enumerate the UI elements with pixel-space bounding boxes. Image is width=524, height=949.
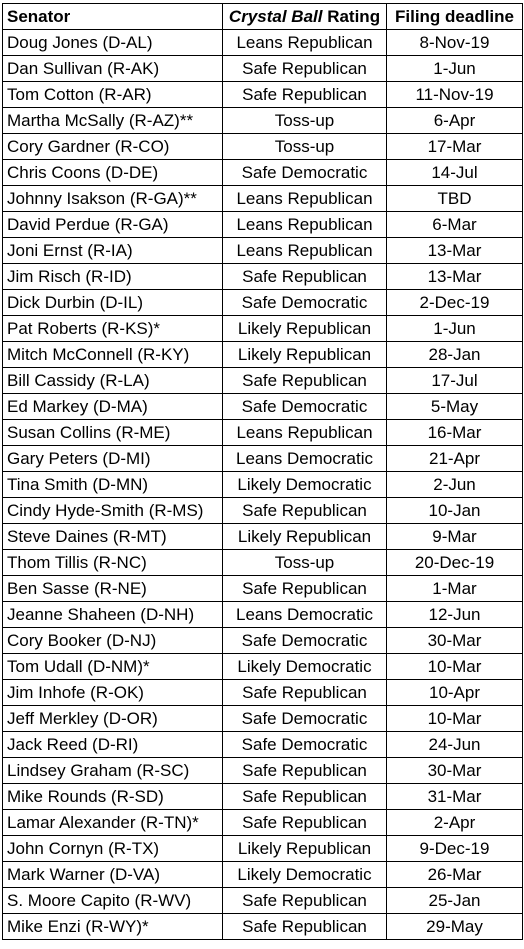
- deadline-cell: 2-Jun: [387, 472, 523, 498]
- senator-cell: Steve Daines (R-MT): [3, 524, 223, 550]
- deadline-cell: 10-Mar: [387, 706, 523, 732]
- deadline-cell: 30-Mar: [387, 758, 523, 784]
- rating-cell: Leans Republican: [223, 30, 387, 56]
- rating-cell: Likely Democratic: [223, 654, 387, 680]
- senator-cell: Lindsey Graham (R-SC): [3, 758, 223, 784]
- deadline-cell: 1-Jun: [387, 56, 523, 82]
- table-row: [3, 134, 523, 160]
- deadline-cell: 2-Dec-19: [387, 290, 523, 316]
- rating-cell: Leans Republican: [223, 186, 387, 212]
- table-row: [3, 394, 523, 420]
- rating-cell: Likely Democratic: [223, 862, 387, 888]
- deadline-cell: 6-Mar: [387, 212, 523, 238]
- rating-cell: Likely Republican: [223, 524, 387, 550]
- table-row: [3, 160, 523, 186]
- rating-cell: Leans Democratic: [223, 602, 387, 628]
- rating-cell: Likely Republican: [223, 342, 387, 368]
- rating-cell: Safe Republican: [223, 680, 387, 706]
- rating-cell: Safe Republican: [223, 56, 387, 82]
- senator-cell: Mike Enzi (R-WY)*: [3, 914, 223, 940]
- table-row: [3, 784, 523, 810]
- deadline-cell: 25-Jan: [387, 888, 523, 914]
- table-row: [3, 238, 523, 264]
- deadline-cell: 5-May: [387, 394, 523, 420]
- rating-cell: Safe Republican: [223, 264, 387, 290]
- rating-header-italic: Crystal Ball: [228, 7, 323, 26]
- senator-cell: Jack Reed (D-RI): [3, 732, 223, 758]
- table-row: [3, 82, 523, 108]
- deadline-cell: 9-Dec-19: [387, 836, 523, 862]
- table-row: [3, 576, 523, 602]
- rating-cell: Safe Democratic: [223, 394, 387, 420]
- senator-cell: Tina Smith (D-MN): [3, 472, 223, 498]
- senator-cell: Lamar Alexander (R-TN)*: [3, 810, 223, 836]
- senator-cell: Dick Durbin (D-IL): [3, 290, 223, 316]
- rating-cell: Safe Republican: [223, 82, 387, 108]
- rating-cell: Safe Republican: [223, 888, 387, 914]
- rating-cell: Safe Republican: [223, 368, 387, 394]
- rating-cell: Safe Republican: [223, 498, 387, 524]
- deadline-cell: 14-Jul: [387, 160, 523, 186]
- senator-cell: Joni Ernst (R-IA): [3, 238, 223, 264]
- rating-cell: Likely Republican: [223, 316, 387, 342]
- table-row: [3, 108, 523, 134]
- header-row: [3, 4, 523, 30]
- rating-cell: Safe Republican: [223, 784, 387, 810]
- senator-cell: Mark Warner (D-VA): [3, 862, 223, 888]
- table-row: [3, 30, 523, 56]
- senator-cell: Bill Cassidy (R-LA): [3, 368, 223, 394]
- senator-cell: Mitch McConnell (R-KY): [3, 342, 223, 368]
- deadline-cell: 16-Mar: [387, 420, 523, 446]
- rating-column-header: [223, 4, 387, 30]
- deadline-cell: 24-Jun: [387, 732, 523, 758]
- senator-cell: Jeanne Shaheen (D-NH): [3, 602, 223, 628]
- table-row: [3, 628, 523, 654]
- deadline-cell: 31-Mar: [387, 784, 523, 810]
- table-row: [3, 810, 523, 836]
- table-row: [3, 732, 523, 758]
- table-row: [3, 342, 523, 368]
- senator-cell: Martha McSally (R-AZ)**: [3, 108, 223, 134]
- senator-cell: Johnny Isakson (R-GA)**: [3, 186, 223, 212]
- rating-cell: Safe Republican: [223, 576, 387, 602]
- rating-cell: Safe Republican: [223, 914, 387, 940]
- senator-cell: Dan Sullivan (R-AK): [3, 56, 223, 82]
- senator-cell: John Cornyn (R-TX): [3, 836, 223, 862]
- table-row: [3, 654, 523, 680]
- deadline-cell: 10-Mar: [387, 654, 523, 680]
- deadline-cell: 28-Jan: [387, 342, 523, 368]
- senator-cell: Cory Gardner (R-CO): [3, 134, 223, 160]
- table-body: [3, 30, 523, 940]
- table-row: [3, 212, 523, 238]
- rating-cell: Safe Democratic: [223, 628, 387, 654]
- rating-cell: Toss-up: [223, 108, 387, 134]
- rating-cell: Toss-up: [223, 134, 387, 160]
- rating-cell: Safe Republican: [223, 810, 387, 836]
- table-row: [3, 186, 523, 212]
- senator-cell: S. Moore Capito (R-WV): [3, 888, 223, 914]
- senator-cell: Cory Booker (D-NJ): [3, 628, 223, 654]
- deadline-cell: 26-Mar: [387, 862, 523, 888]
- table-row: [3, 888, 523, 914]
- senator-cell: David Perdue (R-GA): [3, 212, 223, 238]
- table-row: [3, 56, 523, 82]
- deadline-cell: 11-Nov-19: [387, 82, 523, 108]
- senator-cell: Tom Udall (D-NM)*: [3, 654, 223, 680]
- rating-cell: Leans Republican: [223, 420, 387, 446]
- deadline-cell: 9-Mar: [387, 524, 523, 550]
- table-row: [3, 420, 523, 446]
- table-row: [3, 524, 523, 550]
- rating-cell: Safe Democratic: [223, 706, 387, 732]
- deadline-cell: TBD: [387, 186, 523, 212]
- table-row: [3, 446, 523, 472]
- senator-cell: Susan Collins (R-ME): [3, 420, 223, 446]
- table-row: [3, 836, 523, 862]
- table-row: [3, 758, 523, 784]
- senate-ratings-table: [2, 3, 523, 940]
- deadline-cell: 13-Mar: [387, 238, 523, 264]
- rating-cell: Likely Democratic: [223, 472, 387, 498]
- table-row: [3, 316, 523, 342]
- deadline-cell: 13-Mar: [387, 264, 523, 290]
- deadline-cell: 20-Dec-19: [387, 550, 523, 576]
- senator-cell: Ben Sasse (R-NE): [3, 576, 223, 602]
- deadline-cell: 1-Mar: [387, 576, 523, 602]
- senator-cell: Jim Risch (R-ID): [3, 264, 223, 290]
- rating-cell: Safe Democratic: [223, 290, 387, 316]
- senator-column-header: Senator: [3, 4, 223, 30]
- table-row: [3, 914, 523, 940]
- senator-cell: Cindy Hyde-Smith (R-MS): [3, 498, 223, 524]
- deadline-column-header: Filing deadline: [387, 4, 523, 30]
- table-row: [3, 290, 523, 316]
- deadline-cell: 21-Apr: [387, 446, 523, 472]
- deadline-cell: 29-May: [387, 914, 523, 940]
- rating-cell: Leans Republican: [223, 212, 387, 238]
- deadline-cell: 6-Apr: [387, 108, 523, 134]
- senator-cell: Mike Rounds (R-SD): [3, 784, 223, 810]
- senator-cell: Pat Roberts (R-KS)*: [3, 316, 223, 342]
- deadline-cell: 8-Nov-19: [387, 30, 523, 56]
- senator-cell: Chris Coons (D-DE): [3, 160, 223, 186]
- rating-cell: Safe Democratic: [223, 732, 387, 758]
- table-row: [3, 862, 523, 888]
- table-row: [3, 680, 523, 706]
- rating-header-suffix: Rating: [322, 7, 381, 26]
- senator-cell: Gary Peters (D-MI): [3, 446, 223, 472]
- rating-cell: Safe Republican: [223, 758, 387, 784]
- table-row: [3, 602, 523, 628]
- table-row: [3, 472, 523, 498]
- deadline-cell: 1-Jun: [387, 316, 523, 342]
- senator-cell: Ed Markey (D-MA): [3, 394, 223, 420]
- senator-cell: Doug Jones (D-AL): [3, 30, 223, 56]
- table-row: [3, 498, 523, 524]
- rating-cell: Safe Democratic: [223, 160, 387, 186]
- table-row: [3, 264, 523, 290]
- senator-cell: Jeff Merkley (D-OR): [3, 706, 223, 732]
- deadline-cell: 17-Jul: [387, 368, 523, 394]
- rating-cell: Leans Democratic: [223, 446, 387, 472]
- senator-cell: Thom Tillis (R-NC): [3, 550, 223, 576]
- rating-cell: Toss-up: [223, 550, 387, 576]
- rating-cell: Leans Republican: [223, 238, 387, 264]
- deadline-cell: 10-Apr: [387, 680, 523, 706]
- table-row: [3, 706, 523, 732]
- deadline-cell: 30-Mar: [387, 628, 523, 654]
- senator-cell: Tom Cotton (R-AR): [3, 82, 223, 108]
- deadline-cell: 17-Mar: [387, 134, 523, 160]
- deadline-cell: 2-Apr: [387, 810, 523, 836]
- deadline-cell: 12-Jun: [387, 602, 523, 628]
- deadline-cell: 10-Jan: [387, 498, 523, 524]
- table-row: [3, 550, 523, 576]
- table-row: [3, 368, 523, 394]
- rating-cell: Likely Republican: [223, 836, 387, 862]
- senator-cell: Jim Inhofe (R-OK): [3, 680, 223, 706]
